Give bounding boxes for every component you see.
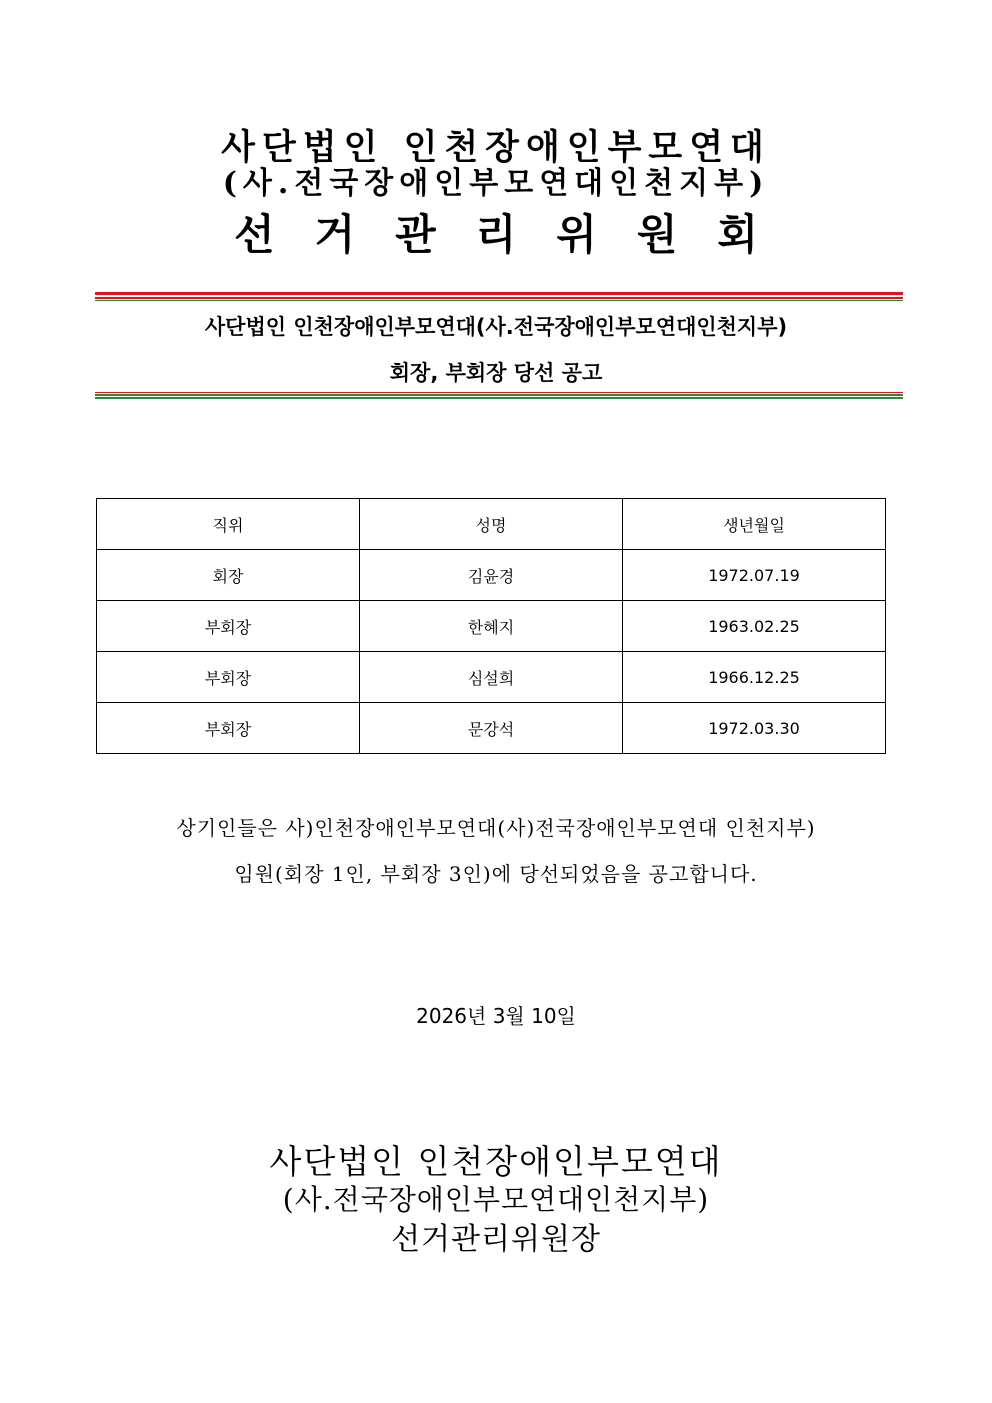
table-row [97, 601, 886, 652]
signature-title: 선거관리위원장 [391, 1222, 601, 1257]
signature-org-branch: (사.전국장애인부모연대인천지부) [282, 1183, 710, 1216]
top-divider-green [95, 300, 903, 301]
table-row [97, 652, 886, 703]
top-divider-red-thin [95, 297, 903, 299]
table-row [97, 550, 886, 601]
table-header-cell: 직위 [97, 499, 360, 550]
header-org-branch: (사.전국장애인부모연대인천지부) [222, 166, 770, 201]
birthdate-cell: 1972.03.30 [623, 703, 886, 754]
statement-line-2: 임원(회장 1인, 부회장 3인)에 당선되었음을 공고합니다. [234, 862, 758, 886]
bottom-divider-green [95, 394, 903, 396]
table-header-cell: 생년월일 [623, 499, 886, 550]
birthdate-cell: 1966.12.25 [623, 652, 886, 703]
winners-table [96, 498, 886, 754]
table-header-row [97, 499, 886, 550]
bottom-divider-green-thick [95, 397, 903, 399]
name-cell: 한혜지 [360, 601, 623, 652]
header-org-name: 사단법인 인천장애인부모연대 [221, 127, 771, 168]
name-cell: 김윤경 [360, 550, 623, 601]
position-cell: 부회장 [97, 601, 360, 652]
header-committee: 선거관리위원회 [233, 210, 798, 259]
position-cell: 부회장 [97, 703, 360, 754]
statement-line-1: 상기인들은 사)인천장애인부모연대(사)전국장애인부모연대 인천지부) [176, 816, 816, 840]
position-cell: 회장 [97, 550, 360, 601]
birthdate-cell: 1963.02.25 [623, 601, 886, 652]
signature-org-name: 사단법인 인천장애인부모연대 [269, 1142, 723, 1181]
top-divider-red [95, 292, 903, 295]
name-cell: 문강석 [360, 703, 623, 754]
notice-org-line: 사단법인 인천장애인부모연대(사.전국장애인부모연대인천지부) [204, 315, 788, 339]
notice-title: 회장, 부회장 당선 공고 [389, 361, 603, 385]
table-row [97, 703, 886, 754]
position-cell: 부회장 [97, 652, 360, 703]
notice-date: 2026년 3월 10일 [416, 1004, 576, 1028]
name-cell: 심설희 [360, 652, 623, 703]
bottom-divider-red [95, 392, 903, 393]
birthdate-cell: 1972.07.19 [623, 550, 886, 601]
table-header-cell: 성명 [360, 499, 623, 550]
